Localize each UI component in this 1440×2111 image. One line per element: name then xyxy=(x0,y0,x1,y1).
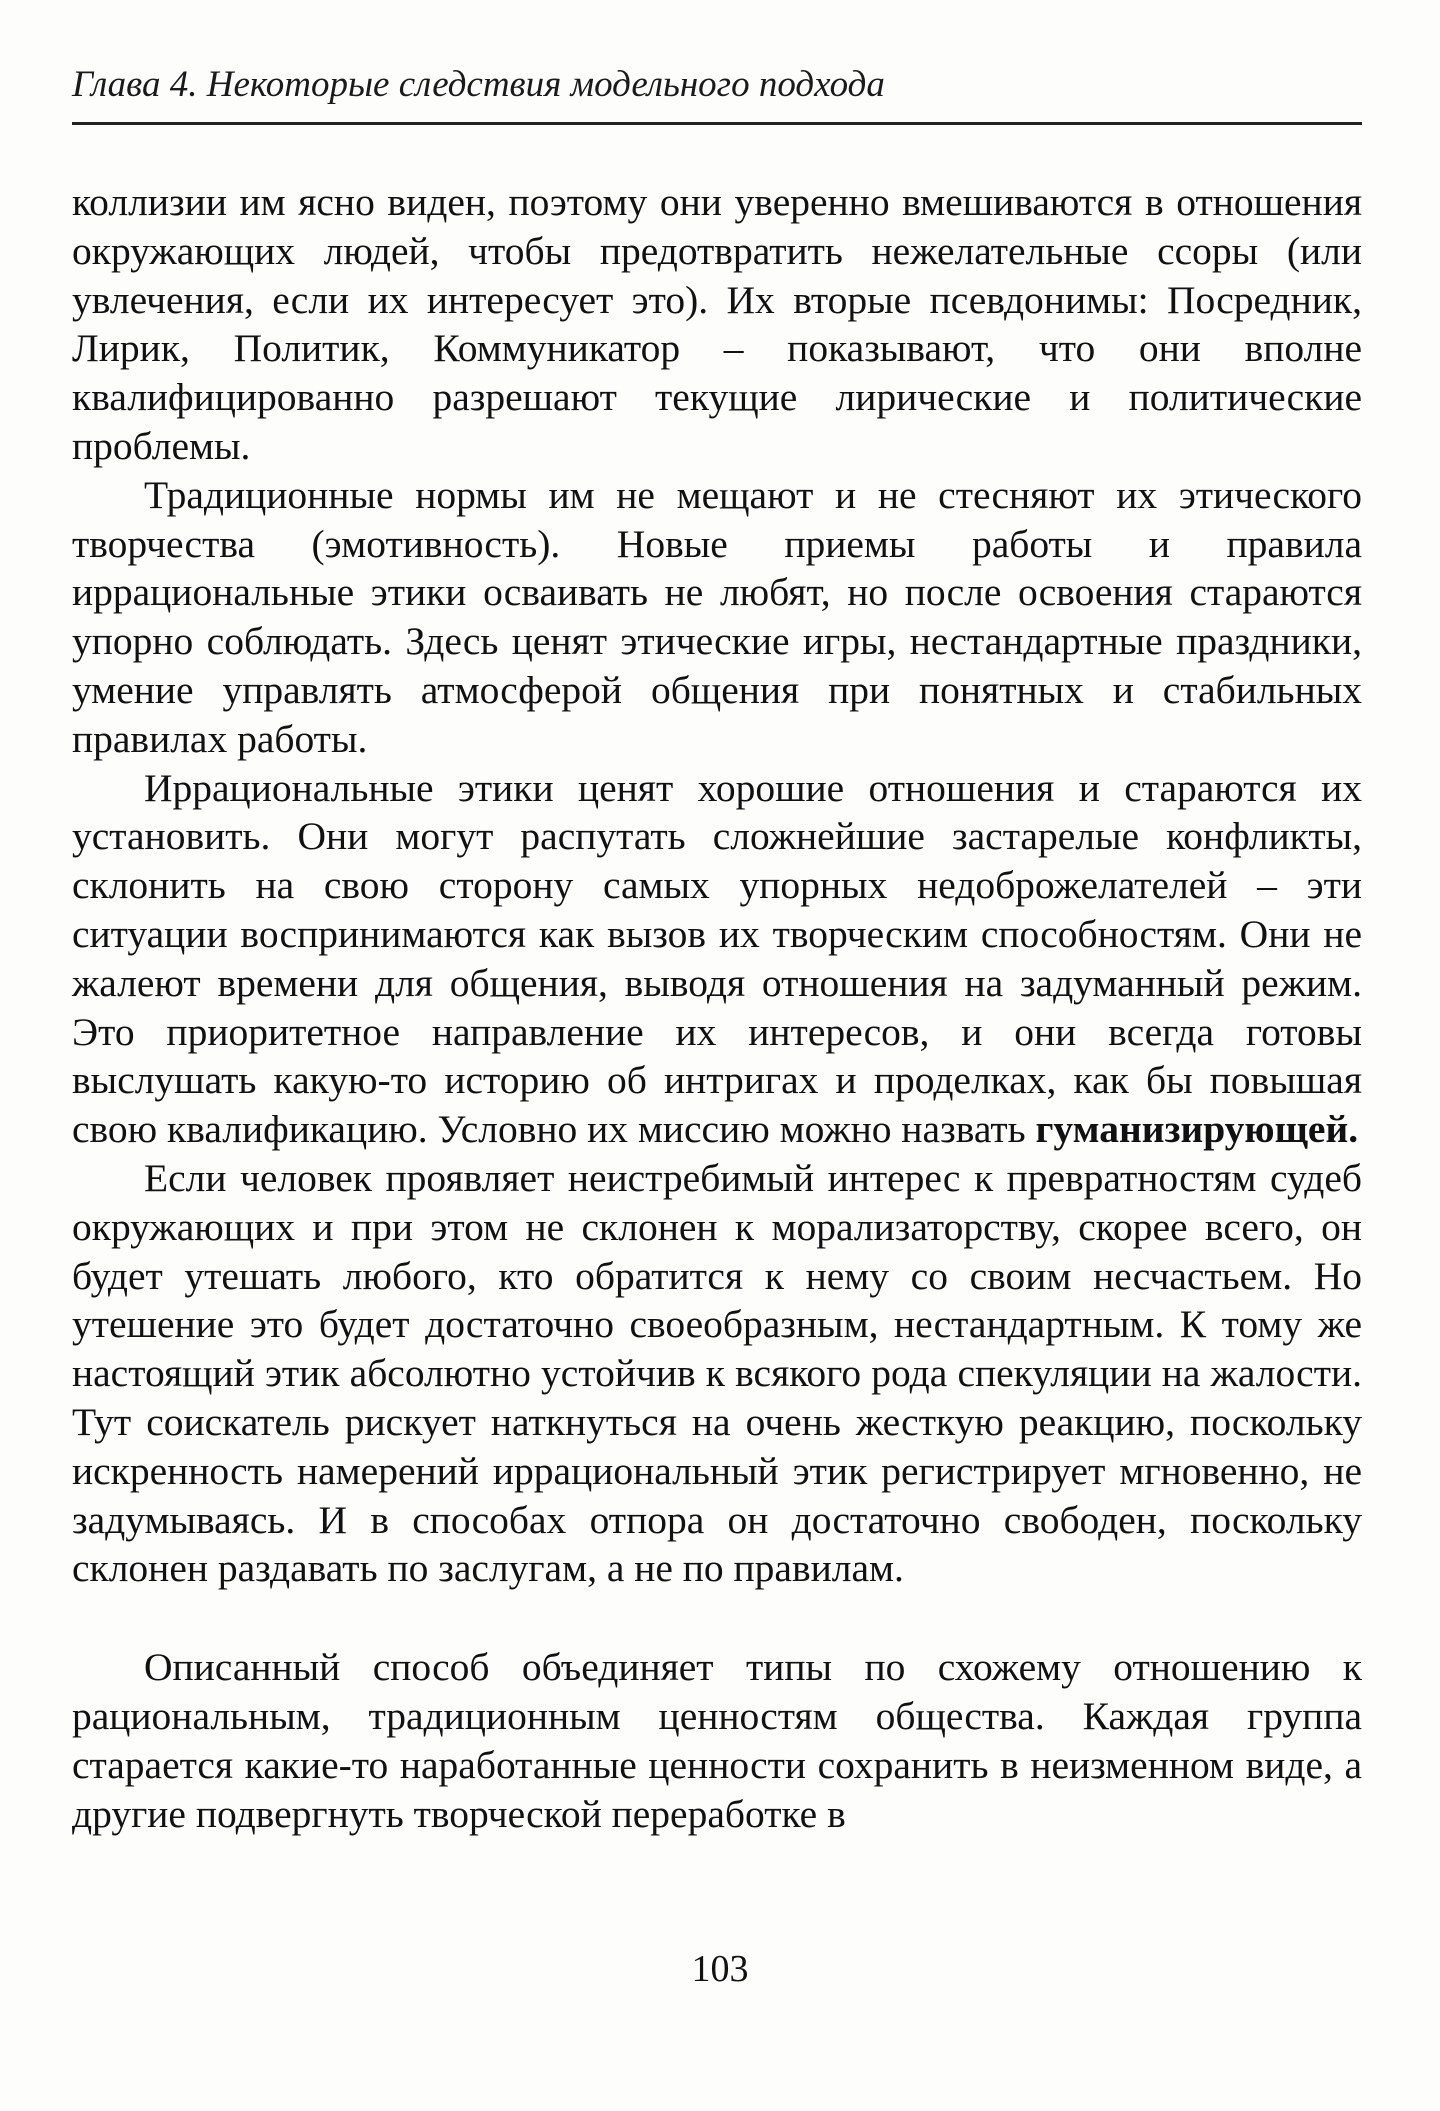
paragraph-irrational-ethics-text: Иррациональные этики ценят хорошие отношения и стараются их установить. Они могут распутать сложнейшие застарелые конфликты, склонить на свою сторону самых упорных недоброжелателей – эти ситуации воспринимаются как вызов их творческим способностям. Они не жалеют времени для общения, выводя отношения на задуманный режим. Это приоритетное направление их интересов, и они всегда готовы выслушать какую-то историю об интригах и проделках, как бы повышая свою квалификацию. Условно их миссию можно назвать xyxy=(72,765,1362,1152)
paragraph-grouping-method: Описанный способ объединяет типы по схожему отношению к рациональным, традиционным ценностям общества. Каждая группа старается какие-то наработанные ценности сохранить в неизменном виде, а другие подвергнуть творческой переработке в xyxy=(72,1645,1362,1836)
page-number: 103 xyxy=(691,1948,749,1990)
running-header: Глава 4. Некоторые следствия модельного подхода xyxy=(72,64,885,105)
header-rule xyxy=(72,122,1362,125)
bold-term: гуманизирующей. xyxy=(1035,1107,1359,1152)
paragraph-traditional-norms: Традиционные нормы им не мещают и не стесняют их этического творчества (эмотивность). Новые приемы работы и правила иррациональные этики осваивать не любят, но после освоения стараются упорно соблюдать. Здесь ценят этические игры, нестандартные праздники, умение управлять атмосферой общения при понятных и стабильных правилах работы. xyxy=(72,472,1362,761)
body-text xyxy=(72,178,1362,1838)
paragraph-irrational-ethics xyxy=(72,764,1362,1154)
paragraph-continuation: коллизии им ясно виден, поэтому они уверенно вмешиваются в отношения окружающих людей, чтобы предотвратить нежелательные ссоры (или увлечения, если их интересует это). Их вторые псевдонимы: Посредник, Лирик, Политик, Коммуникатор – показывают, что они вполне квалифицированно разрешают текущие лирические и политические проблемы. xyxy=(72,180,1362,468)
paragraph-consolation: Если человек проявляет неистребимый интерес к превратностям судеб окружающих и при этом не склонен к морализаторству, скорее всего, он будет утешать любого, кто обратится к нему со своим несчастьем. Но утешение это будет достаточно своеобразным, нестандартным. К тому же настоящий этик абсолютно устойчив к всякого рода спекуляции на жалости. Тут соискатель рискует наткнуться на очень жесткую реакцию, поскольку искренность намерений иррациональный этик регистрирует мгновенно, не задумываясь. И в способах отпора он достаточно свободен, поскольку склонен раздавать по заслугам, а не по правилам. xyxy=(72,1155,1362,1591)
